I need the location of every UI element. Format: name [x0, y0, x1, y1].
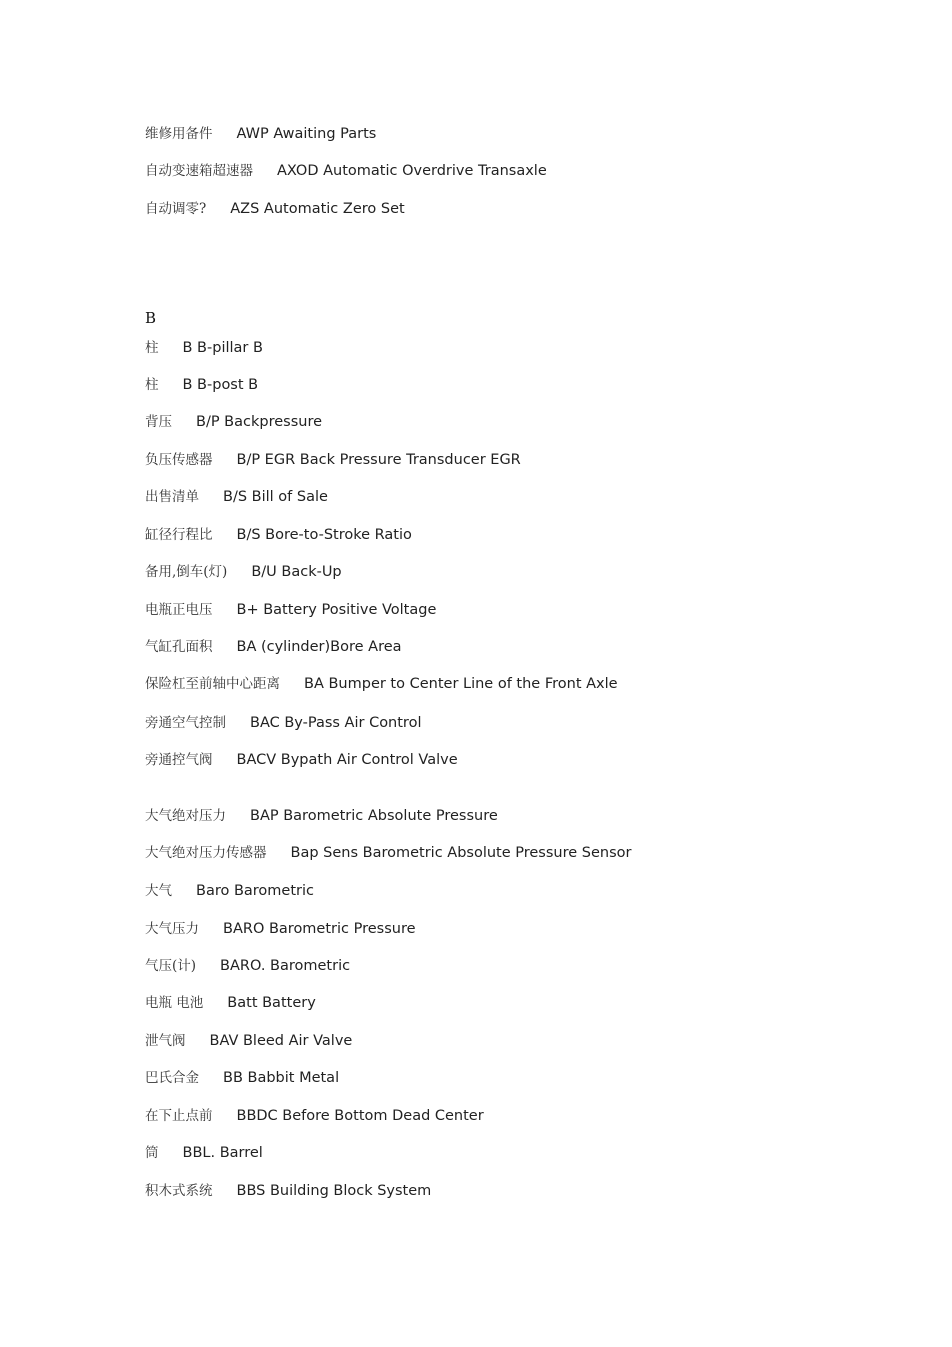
- chinese-term: 大气: [145, 883, 172, 899]
- glossary-entry: [145, 674, 618, 694]
- chinese-term: 柱: [145, 340, 159, 356]
- glossary-entry: [145, 412, 322, 432]
- glossary-entry: [145, 199, 405, 219]
- chinese-term: 自动变速箱超速器: [145, 163, 253, 179]
- glossary-entry: [145, 1143, 263, 1163]
- english-term: BBL. Barrel: [182, 1145, 263, 1161]
- section-heading: B: [145, 309, 157, 327]
- english-term: Bap Sens Barometric Absolute Pressure Sensor: [290, 845, 632, 861]
- glossary-entry: [145, 525, 412, 545]
- chinese-term: 气压(计): [145, 958, 197, 974]
- chinese-term: 备用,倒车(灯): [145, 564, 228, 580]
- english-term: BBDC Before Bottom Dead Center: [236, 1108, 484, 1124]
- glossary-entry: [145, 487, 328, 507]
- chinese-term: 泄气阀: [145, 1033, 186, 1049]
- glossary-entry: [145, 600, 436, 620]
- chinese-term: 巴氏合金: [145, 1070, 199, 1086]
- english-term: BAP Barometric Absolute Pressure: [250, 808, 498, 824]
- english-term: Baro Barometric: [196, 883, 314, 899]
- glossary-entry: [145, 161, 547, 181]
- chinese-term: 大气绝对压力传感器: [145, 845, 267, 861]
- glossary-entry: [145, 562, 342, 582]
- chinese-term: 背压: [145, 414, 172, 430]
- chinese-term: 在下止点前: [145, 1108, 213, 1124]
- chinese-term: 缸径行程比: [145, 527, 213, 543]
- chinese-term: 电瓶 电池: [145, 995, 204, 1011]
- chinese-term: 大气压力: [145, 921, 199, 937]
- glossary-entry: [145, 124, 376, 144]
- english-term: BARO Barometric Pressure: [223, 921, 416, 937]
- english-term: AXOD Automatic Overdrive Transaxle: [277, 163, 547, 179]
- english-term: BB Babbit Metal: [223, 1070, 340, 1086]
- english-term: AWP Awaiting Parts: [236, 126, 377, 142]
- glossary-entry: [145, 1181, 431, 1201]
- english-term: B/P EGR Back Pressure Transducer EGR: [236, 452, 521, 468]
- english-term: B/S Bill of Sale: [223, 489, 328, 505]
- chinese-term: 维修用备件: [145, 126, 213, 142]
- chinese-term: 电瓶正电压: [145, 602, 213, 618]
- chinese-term: 旁通控气阀: [145, 752, 213, 768]
- glossary-entry: [145, 450, 521, 470]
- glossary-entry: [145, 919, 416, 939]
- english-term: BAC By-Pass Air Control: [250, 715, 422, 731]
- english-term: BAV Bleed Air Valve: [209, 1033, 353, 1049]
- glossary-entry: [145, 637, 402, 657]
- glossary-entry: [145, 375, 258, 395]
- chinese-term: 气缸孔面积: [145, 639, 213, 655]
- glossary-entry: [145, 956, 350, 976]
- chinese-term: 柱: [145, 377, 159, 393]
- english-term: BBS Building Block System: [236, 1183, 432, 1199]
- chinese-term: 旁通空气控制: [145, 715, 226, 731]
- chinese-term: 负压传感器: [145, 452, 213, 468]
- chinese-term: 自动调零?: [145, 201, 207, 217]
- chinese-term: 出售清单: [145, 489, 199, 505]
- english-term: Batt Battery: [227, 995, 316, 1011]
- english-term: B/S Bore-to-Stroke Ratio: [236, 527, 412, 543]
- glossary-entry: [145, 338, 263, 358]
- english-term: BA (cylinder)Bore Area: [236, 639, 402, 655]
- glossary-entry: [145, 806, 498, 826]
- chinese-term: 大气绝对压力: [145, 808, 226, 824]
- english-term: BARO. Barometric: [220, 958, 351, 974]
- glossary-entry: [145, 843, 631, 863]
- glossary-entry: [145, 713, 421, 733]
- glossary-entry: [145, 993, 316, 1013]
- chinese-term: 保险杠至前轴中心距离: [145, 676, 280, 692]
- english-term: B/U Back-Up: [251, 564, 342, 580]
- glossary-entry: [145, 1068, 339, 1088]
- chinese-term: 积木式系统: [145, 1183, 213, 1199]
- chinese-term: 筒: [145, 1145, 159, 1161]
- glossary-entry: [145, 750, 458, 770]
- glossary-entry: [145, 1031, 352, 1051]
- english-term: B/P Backpressure: [196, 414, 323, 430]
- glossary-entry: [145, 1106, 484, 1126]
- english-term: BACV Bypath Air Control Valve: [236, 752, 458, 768]
- english-term: B B-pillar B: [182, 340, 263, 356]
- english-term: B B-post B: [182, 377, 259, 393]
- english-term: B+ Battery Positive Voltage: [236, 602, 437, 618]
- english-term: BA Bumper to Center Line of the Front Axle: [304, 676, 618, 692]
- glossary-entry: [145, 881, 314, 901]
- english-term: AZS Automatic Zero Set: [230, 201, 405, 217]
